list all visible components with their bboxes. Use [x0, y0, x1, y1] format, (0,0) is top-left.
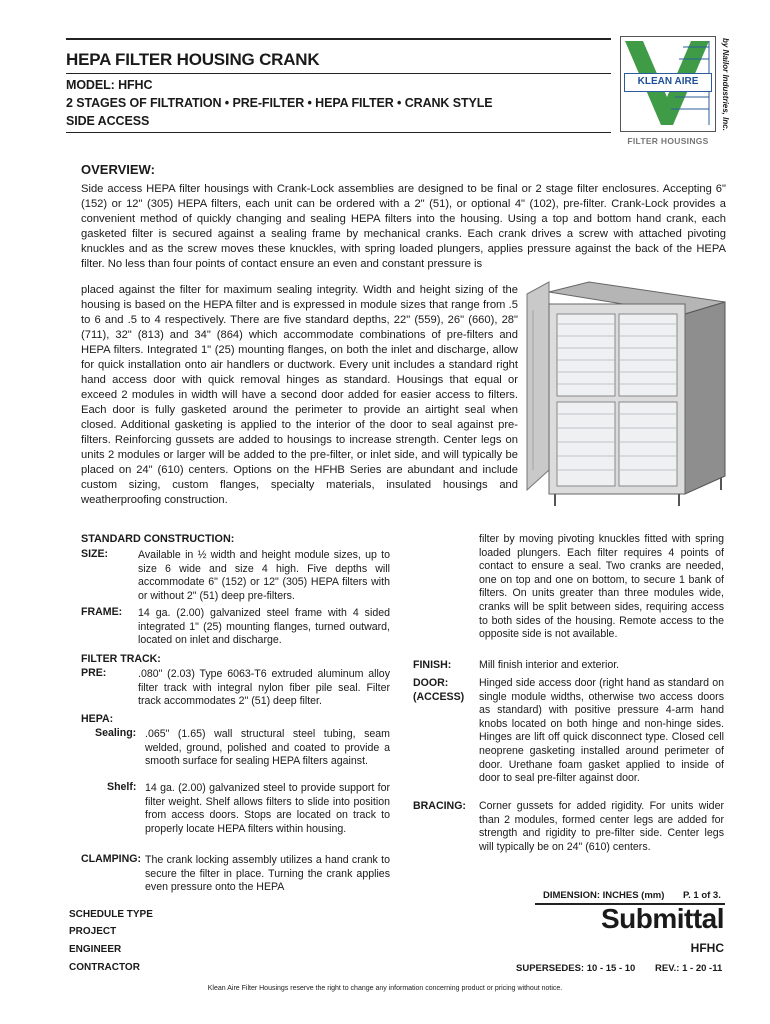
contractor-label: CONTRACTOR: [69, 962, 140, 973]
construction-heading: STANDARD CONSTRUCTION:: [81, 533, 235, 545]
clamping-label: CLAMPING:: [81, 853, 142, 865]
shelf-text: 14 ga. (2.00) galvanized steel to provide support for filter weight. Shelf allows filters to slide into position from access doors. Stops are located on track to properly locate HEPA filters within housing.: [145, 782, 390, 835]
access-label: (ACCESS): [413, 691, 465, 703]
shelf-label: Shelf:: [107, 781, 137, 793]
bracing-text: Corner gussets for added rigidity. For units wider than 2 modules, formed center legs are added for strength and rigidity to pre-filter side. Center legs will typically be on 24" (610) centers.: [479, 800, 724, 853]
frame-label: FRAME:: [81, 606, 123, 618]
bracing-label: BRACING:: [413, 800, 466, 812]
overview-paragraph-top: Side access HEPA filter housings with Crank-Lock assemblies are designed to be final or 2 stage filter enclosures. Accepting 6" (152) or 12" (305) HEPA filters, each unit can be ordered with a 2" (51), or optional 4" (102), pre-filter. Crank-Lock provides a convenient method of quickly changing and sealing HEPA filters into the housing. Using a top and bottom hand crank, each gasketed filter is secured against a sealing frame by mechanical cranks. Each crank drives a screw with attached pivoting knuckles and as the screw moves these knuckles, with spring loaded plungers, applies pressure against the back of the HEPA filter. No less than four points of contact ensure an even and constant pressure is: [81, 183, 726, 270]
hepa-label: HEPA:: [81, 713, 114, 725]
logo-subtitle: FILTER HOUSINGS: [627, 136, 709, 146]
project-label: PROJECT: [69, 926, 117, 937]
page-number: P. 1 of 3.: [683, 890, 721, 901]
filter-track-label: FILTER TRACK:: [81, 653, 161, 665]
manufacturer-text: by Nailor Industries, Inc.: [721, 38, 730, 131]
schedule-type-label: SCHEDULE TYPE: [69, 909, 153, 920]
overview-paragraph-wrapped: placed against the filter for maximum sealing integrity. Width and height sizing of the housing is based on the HEPA filter and is expressed in module sizes that range from .5 to 6 and .5 to 4 respectively. There are five standard depths, 22" (559), 26" (660), 28" (711), 32" (813) and 34" (864) which accommodate combinations of pre-filters and HEPA filters. Integrated 1" (25) mounting flanges, on both the inlet and discharge, allow for quick installation onto air handlers or ductwork. Every unit includes a standard right hand access door with quick removal hinges as standard. Housings that equal or exceed 2 modules in width will have a second door added for easier access to filters. Each door is fully gasketed around the perimeter to provide an airtight seal when closed. Additional gasketing is applied to the interior of the door to seal against pre-filters. Reinforcing gussets are added to housings to increase strength. Center legs on units 2 modules or larger will be added to the pre-filter, or inlet side, and will typically be placed on 24" (610) centers. Options on the HFHB Series are abundant and include custom sizing, custom flanges, specialty materials, insulated housings and weatherproofing construction.: [81, 284, 518, 506]
finish-text: Mill finish interior and exterior.: [479, 659, 620, 671]
overview-heading: OVERVIEW:: [81, 162, 155, 177]
access-line: SIDE ACCESS: [66, 114, 150, 128]
disclaimer: Klean Aire Filter Housings reserve the right to change any information concerning product or pricing without notice.: [207, 985, 563, 992]
revision-date: REV.: 1 - 20 -11: [655, 963, 723, 974]
clamping-continued-text: filter by moving pivoting knuckles fitted with spring loaded plungers. Each filter requires 4 points of contact to ensure a seal. Two cranks are needed, one on top and one on bottom, to secure 1 bank of filters. On units greater than three modules wide, cranks will be split between sides, requiring access to both sides of the housing. Remote access to the opposite side is not available.: [479, 533, 724, 641]
finish-label: FINISH:: [413, 659, 452, 671]
size-text: Available in ½ width and height module sizes, up to size 6 wide and size 4 high. Five depths will accommodate 6" (152) or 12" (305) HEPA filters with or without 2" (51) deep pre-filters.: [138, 549, 390, 602]
model-code: HFHC: [690, 941, 724, 955]
page-title: HEPA FILTER HOUSING CRANK: [66, 50, 320, 69]
logo-brand-label: KLEAN AIRE: [624, 73, 712, 92]
dimension-units: DIMENSION: INCHES (mm): [543, 890, 665, 901]
pre-text: .080" (2.03) Type 6063-T6 extruded aluminum alloy filter track with integral nylon fiber pile seal. Filter track accommodates 2" (51) deep filter.: [138, 668, 390, 708]
model-line: MODEL: HFHC: [66, 78, 153, 92]
door-label: DOOR:: [413, 677, 449, 689]
supersedes-date: SUPERSEDES: 10 - 15 - 10: [516, 963, 636, 974]
engineer-label: ENGINEER: [69, 944, 122, 955]
frame-text: 14 ga. (2.00) galvanized steel frame with 4 sided integrated 1" (25) mounting flanges, turned outward, located on inlet and discharge.: [138, 607, 390, 647]
door-text: Hinged side access door (right hand as standard on single module widths, otherwise two access doors as standard) with positive pressure 4-arm hand knobs located on both hinge and non-hinge sides. Hinges are lift off quick disconnect type. Closed cell neoprene gasketing installed around perimeter of door. Urethane foam gasket applied to inside of door to seal pre-filter against door.: [479, 677, 724, 785]
sealing-text: .065" (1.65) wall structural steel tubing, seam welded, ground, polished and coated to provide a smooth surface for sealing HEPA filters against.: [145, 728, 390, 768]
clamping-text: The crank locking assembly utilizes a hand crank to secure the filter in place. Turning the crank applies even pressure onto the HEPA: [145, 854, 390, 894]
stages-line: 2 STAGES OF FILTRATION • PRE-FILTER • HEPA FILTER • CRANK STYLE: [66, 96, 493, 110]
size-label: SIZE:: [81, 548, 109, 560]
submittal-title: Submittal: [600, 903, 724, 934]
sealing-label: Sealing:: [95, 727, 137, 739]
pre-label: PRE:: [81, 667, 107, 679]
